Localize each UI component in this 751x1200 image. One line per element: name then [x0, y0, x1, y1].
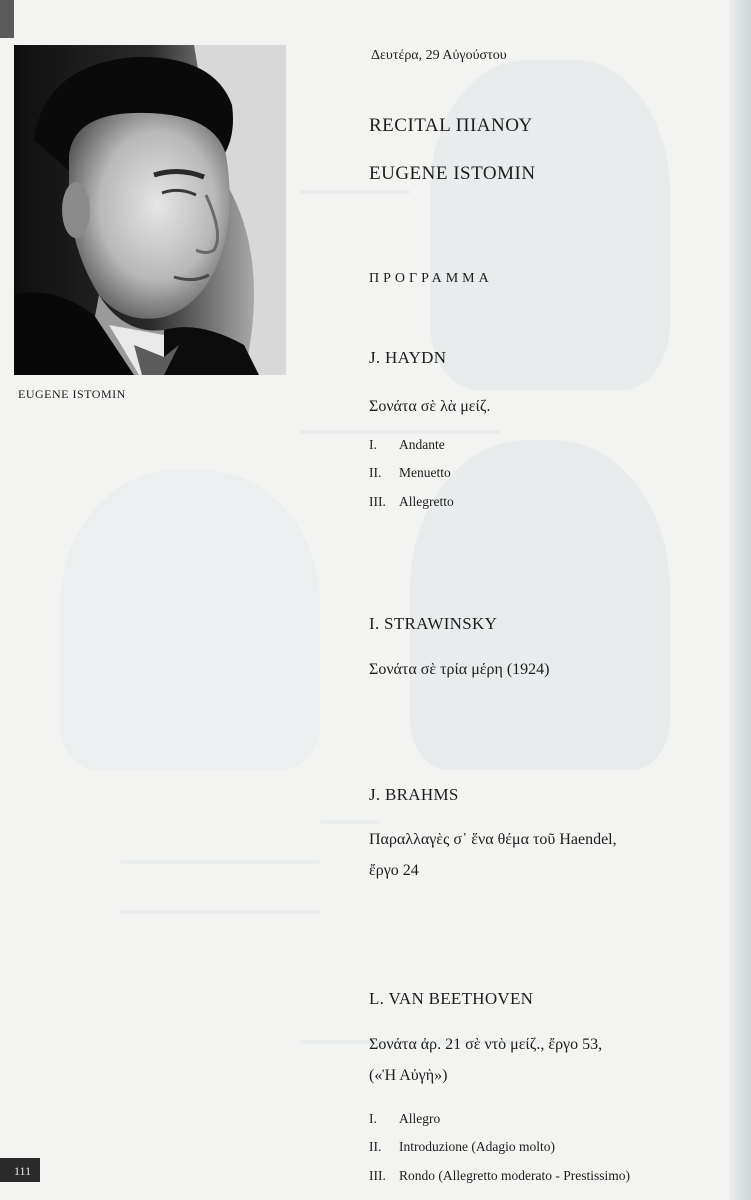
bleedthrough-portrait-left	[60, 470, 320, 770]
movement-row	[369, 1139, 555, 1155]
work-brahms-line2: ἔργο 24	[369, 862, 419, 879]
work-beethoven-line2: («Ἡ Αὐγὴ»)	[369, 1067, 448, 1084]
scan-corner-mark	[0, 0, 14, 38]
movement-row	[369, 1168, 630, 1184]
movement-title: Menuetto	[399, 465, 451, 480]
movement-number: I.	[369, 437, 377, 452]
bleedthrough-line	[120, 910, 320, 914]
bleedthrough-line	[320, 820, 380, 824]
work-haydn: Σονάτα σὲ λὰ μείζ.	[369, 398, 491, 415]
page-edge-shadow	[729, 0, 751, 1200]
concert-date: Δευτέρα, 29 Αὐγούστου	[371, 48, 507, 63]
composer-beethoven: L. VAN BEETHOVEN	[369, 989, 534, 1008]
movement-title: Rondo (Allegretto moderato - Prestissimo)	[399, 1168, 630, 1183]
recital-title: RECITAL ΠΙΑΝΟΥ	[369, 115, 533, 136]
movement-row	[369, 465, 451, 481]
performer-name: EUGENE ISTOMIN	[369, 163, 536, 184]
movement-number: II.	[369, 1139, 382, 1154]
work-beethoven-line1: Σονάτα ἀρ. 21 σὲ ντὸ μείζ., ἔργο 53,	[369, 1036, 603, 1053]
movement-number: III.	[369, 494, 386, 509]
bleedthrough-line	[300, 190, 410, 194]
movement-title: Allegretto	[399, 494, 454, 509]
work-strawinsky: Σονάτα σὲ τρία μέρη (1924)	[369, 661, 550, 678]
programme-heading: ΠΡΟΓΡΑΜΜΑ	[369, 271, 493, 286]
bleedthrough-line	[300, 430, 500, 434]
bleedthrough-line	[120, 860, 320, 864]
movement-number: II.	[369, 465, 382, 480]
composer-strawinsky: I. STRAWINSKY	[369, 614, 498, 633]
movement-number: III.	[369, 1168, 386, 1183]
portrait-photo	[14, 45, 286, 375]
bleedthrough-portrait-middle	[410, 440, 670, 770]
composer-brahms: J. BRAHMS	[369, 785, 459, 804]
movement-row	[369, 437, 445, 453]
composer-haydn: J. HAYDN	[369, 348, 447, 367]
page-number: 111	[0, 1158, 40, 1182]
movement-title: Allegro	[399, 1111, 441, 1126]
movement-number: I.	[369, 1111, 377, 1126]
bleedthrough-portrait-top	[430, 60, 670, 390]
movement-row	[369, 494, 454, 510]
photo-caption: EUGENE ISTOMIN	[18, 387, 126, 401]
movement-row	[369, 1111, 440, 1127]
work-brahms-line1: Παραλλαγὲς σ᾿ ἕνα θέμα τοῦ Haendel,	[369, 831, 617, 848]
movement-title: Andante	[399, 437, 445, 452]
movement-title: Introduzione (Adagio molto)	[399, 1139, 555, 1154]
